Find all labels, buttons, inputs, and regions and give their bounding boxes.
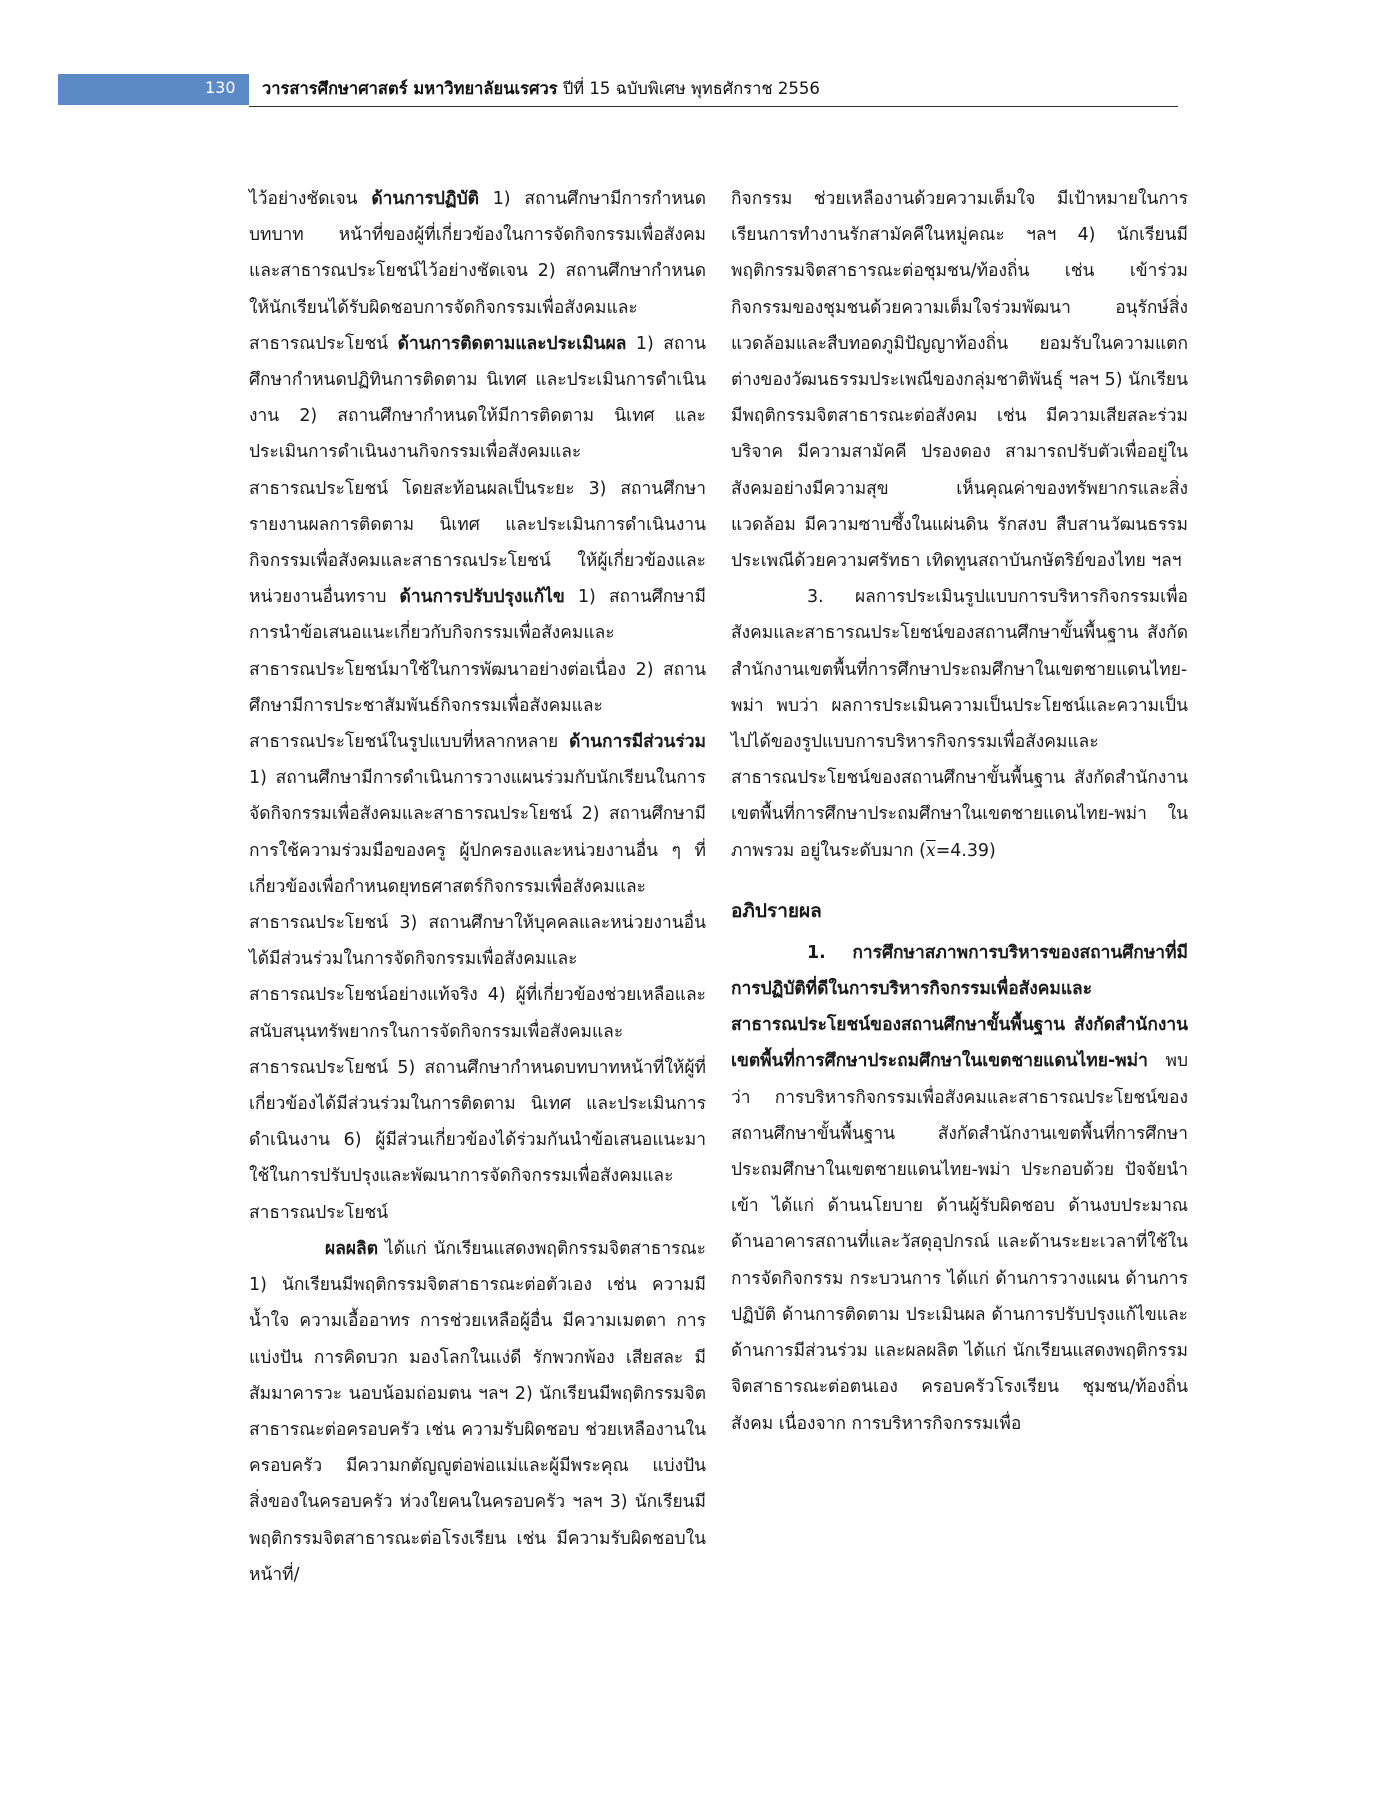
header-rule (249, 106, 1178, 107)
mean-symbol: $\overline{x}$ (925, 840, 936, 861)
left-paragraph-output (249, 1231, 706, 1593)
text-run: 3. ผลการประเมินรูปแบบการบริหารกิจกรรมเพื่อสังคมและสาธารณประโยชน์ของสถานศึกษาขั้นพื้นฐาน สังกัดสำนักงานเขตพื้นที่การศึกษาประถมศึกษาในเขตชายแดนไทย-พม่า พบว่า ผลการประเมินความเป็นประโยชน์และความเป็นไปได้ของรูปแบบการบริหารกิจกรรมเพื่อสังคมและสาธารณประโยชน์ของสถานศึกษาขั้นพื้นฐาน สังกัดสำนักงานเขตพื้นที่การศึกษาประถมศึกษาในเขตชายแดนไทย-พม่า ในภาพรวม อยู่ในระดับมาก ( (731, 587, 1188, 861)
left-paragraph-process (249, 181, 706, 1231)
bold-term-participation: ด้านการมีส่วนร่วม (569, 732, 706, 753)
bold-term-output: ผลผลิต (325, 1238, 378, 1259)
page-number: 130 (205, 78, 236, 97)
journal-name: วารสารศึกษาศาสตร์ มหาวิทยาลัยนเรศวร (262, 79, 558, 98)
text-run: พบว่า การบริหารกิจกรรมเพื่อสังคมและสาธารณประโยชน์ของสถานศึกษาขั้นพื้นฐาน สังกัดสำนักงานเขตพื้นที่การศึกษาประถมศึกษาในเขตชายแดนไทย-พม่า ประกอบด้วย ปัจจัยนำเข้า ได้แก่ ด้านนโยบาย ด้านผู้รับผิดชอบ ด้านงบประมาณ ด้านอาคารสถานที่และวัสดุอุปกรณ์ และด้านระยะเวลาที่ใช้ในการจัดกิจกรรม กระบวนการ ได้แก่ ด้านการวางแผน ด้านการปฏิบัติ ด้านการติดตาม ประเมินผล ด้านการปรับปรุงแก้ไขและด้านการมีส่วนร่วม และผลผลิต ได้แก่ นักเรียนแสดงพฤติกรรมจิตสาธารณะต่อตนเอง ครอบครัวโรงเรียน ชุมชน/ท้องถิ่น สังคม เนื่องจาก การบริหารกิจกรรมเพื่อ (731, 1051, 1188, 1434)
text-run: 1) สถานศึกษามีการกำหนดบทบาท หน้าที่ของผู้ที่เกี่ยวข้องในการจัดกิจกรรมเพื่อสังคมและสาธารณประโยชน์ไว้อย่างชัดเจน 2) สถานศึกษากำหนดให้นักเรียนได้รับผิดชอบการจัดกิจกรรมเพื่อสังคมและสาธารณประโยชน์ (249, 189, 706, 354)
journal-title (262, 76, 820, 102)
bold-discussion-point: 1. การศึกษาสภาพการบริหารของสถานศึกษาที่มีการปฏิบัติที่ดีในการบริหารกิจกรรมเพื่อสังคมและสาธารณประโยชน์ของสถานศึกษาขั้นพื้นฐาน สังกัดสำนักงานเขตพื้นที่การศึกษาประถมศึกษาในเขตชายแดนไทย-พม่า (731, 942, 1188, 1072)
section-heading-discussion: อภิปรายผล (731, 899, 822, 922)
text-run: ได้แก่ นักเรียนแสดงพฤติกรรมจิตสาธารณะ 1) นักเรียนมีพฤติกรรมจิตสาธารณะต่อตัวเอง เช่น ความมีน้ำใจ ความเอื้ออาทร การช่วยเหลือผู้อื่น มีความเมตตา การแบ่งปัน การคิดบวก มองโลกในแง่ดี รักพวกพ้อง เสียสละ มีสัมมาคารวะ นอบน้อมถ่อมตน ฯลฯ 2) นักเรียนมีพฤติกรรมจิตสาธารณะต่อครอบครัว เช่น ความรับผิดชอบ ช่วยเหลืองานในครอบครัว มีความกตัญญูต่อพ่อแม่และผู้มีพระคุณ แบ่งปันสิ่งของในครอบครัว ห่วงใยคนในครอบครัว ฯลฯ 3) นักเรียนมีพฤติกรรมจิตสาธารณะต่อโรงเรียน เช่น มีความรับผิดชอบในหน้าที่/ (249, 1238, 706, 1585)
mean-value: =4.39) (935, 840, 996, 861)
left-column (249, 181, 706, 1593)
bold-term-improvement: ด้านการปรับปรุงแก้ไข (399, 587, 565, 608)
right-paragraph-evaluation (731, 579, 1188, 869)
text-run: 1) สถานศึกษากำหนดปฏิทินการติดตาม นิเทศ และประเมินการดำเนินงาน 2) สถานศึกษากำหนดให้มีการติดตาม นิเทศ และประเมินการดำเนินงานกิจกรรมเพื่อสังคมและสาธารณประโยชน์ โดยสะท้อนผลเป็นระยะ 3) สถานศึกษารายงานผลการติดตาม นิเทศ และประเมินการดำเนินงานกิจกรรมเพื่อสังคมและสาธารณประโยชน์ ให้ผู้เกี่ยวข้องและหน่วยงานอื่นทราบ (249, 333, 706, 608)
text-run: 1) สถานศึกษามีการดำเนินการวางแผนร่วมกับนักเรียนในการจัดกิจกรรมเพื่อสังคมและสาธารณประโยชน์ 2) สถานศึกษามีการใช้ความร่วมมือของครู ผู้ปกครองและหน่วยงานอื่น ๆ ที่เกี่ยวข้องเพื่อกำหนดยุทธศาสตร์กิจกรรมเพื่อสังคมและสาธารณประโยชน์ 3) สถานศึกษาให้บุคคลและหน่วยงานอื่น ได้มีส่วนร่วมในการจัดกิจกรรมเพื่อสังคมและสาธารณประโยชน์อย่างแท้จริง 4) ผู้ที่เกี่ยวข้องช่วยเหลือและสนับสนุนทรัพยากรในการจัดกิจกรรมเพื่อสังคมและสาธารณประโยชน์ 5) สถานศึกษากำหนดบทบาทหน้าที่ให้ผู้ที่เกี่ยวข้องได้มีส่วนร่วมในการติดตาม นิเทศ และประเมินการดำเนินงาน 6) ผู้มีส่วนเกี่ยวข้องได้ร่วมกันนำข้อเสนอแนะมาใช้ในการปรับปรุงและพัฒนาการจัดกิจกรรมเพื่อสังคมและสาธารณประโยชน์ (249, 768, 706, 1223)
right-column (731, 181, 1188, 1442)
bold-term-practice: ด้านการปฏิบัติ (371, 189, 479, 209)
bold-term-monitoring: ด้านการติดตามและประเมินผล (397, 333, 627, 354)
right-paragraph-continued: กิจกรรม ช่วยเหลืองานด้วยความเต็มใจ มีเป้าหมายในการเรียนการทำงานรักสามัคคีในหมู่คณะ ฯลฯ 4) นักเรียนมีพฤติกรรมจิตสาธารณะต่อชุมชน/ท้องถิ่น เช่น เข้าร่วมกิจกรรมของชุมชนด้วยความเต็มใจร่วมพัฒนา อนุรักษ์สิ่งแวดล้อมและสืบทอดภูมิปัญญาท้องถิ่น ยอมรับในความแตกต่างของวัฒนธรรมประเพณีของกลุ่มชาติพันธุ์ ฯลฯ 5) นักเรียนมีพฤติกรรมจิตสาธารณะต่อสังคม เช่น มีความเสียสละร่วมบริจาค มีความสามัคคี ปรองดอง สามารถปรับตัวเพื่ออยู่ในสังคมอย่างมีความสุข เห็นคุณค่าของทรัพยากรและสิ่งแวดล้อม มีความซาบซึ้งในแผ่นดิน รักสงบ สืบสานวัฒนธรรมประเพณีด้วยความศรัทธา เทิดทูนสถาบันกษัตริย์ของไทย ฯลฯ (731, 189, 1188, 572)
text-run: ไว้อย่างชัดเจน (249, 189, 372, 209)
right-paragraph-discussion (731, 935, 1188, 1442)
text-run: 1) สถานศึกษามีการนำข้อเสนอแนะเกี่ยวกับกิจกรรมเพื่อสังคมและสาธารณประโยชน์มาใช้ในการพัฒนาอย่างต่อเนื่อง 2) สถานศึกษามีการประชาสัมพันธ์กิจกรรมเพื่อสังคมและสาธารณประโยชน์ในรูปแบบที่หลากหลาย (249, 587, 706, 753)
issue-info: ปีที่ 15 ฉบับพิเศษ พุทธศักราช 2556 (557, 79, 820, 98)
